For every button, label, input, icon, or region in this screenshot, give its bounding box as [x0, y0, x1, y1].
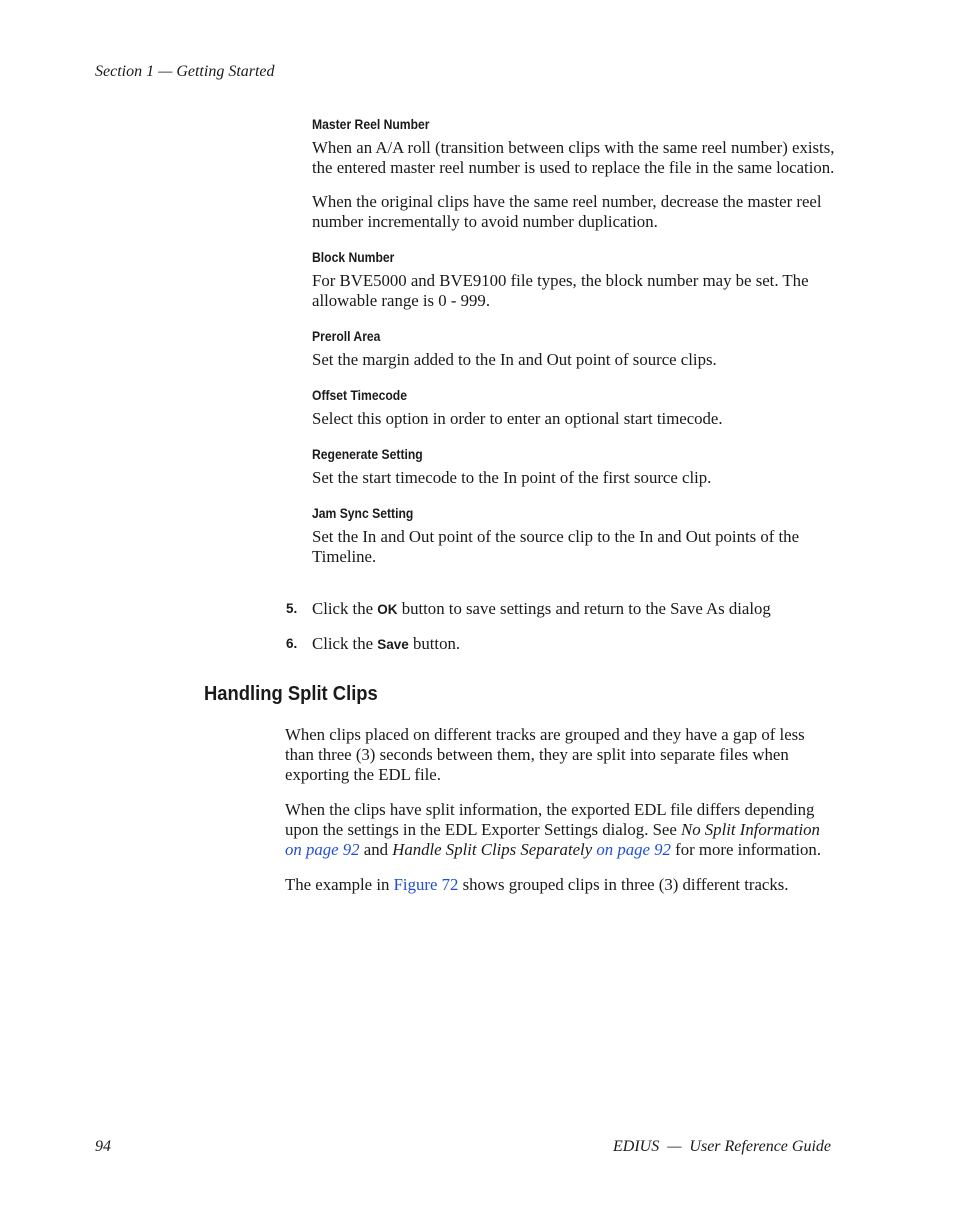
- setting-title: Offset Timecode: [312, 388, 407, 403]
- running-footer: EDIUS — User Reference Guide: [612, 1138, 831, 1155]
- setting-title: Block Number: [312, 250, 395, 265]
- cross-reference: Handle Split Clips Separately: [392, 840, 593, 859]
- setting-description: Set the start timecode to the In point of the first source clip.: [312, 468, 712, 487]
- figure-link[interactable]: Figure 72: [393, 875, 459, 894]
- page-number: 94: [95, 1138, 111, 1155]
- setting-description: When the original clips have the same reel number, decrease the master reel number incrementally to avoid number duplication.: [312, 192, 822, 231]
- setting-offset-timecode: [312, 388, 842, 429]
- cross-reference: No Split Information: [681, 820, 820, 839]
- setting-title: Jam Sync Setting: [312, 506, 414, 521]
- settings-list: [312, 117, 842, 581]
- setting-block-number: [312, 250, 842, 311]
- step-text: Click the Save button.: [312, 634, 461, 653]
- setting-title: Preroll Area: [312, 329, 381, 344]
- setting-description: For BVE5000 and BVE9100 file types, the block number may be set. The allowable range is 0 - 999.: [312, 271, 809, 310]
- setting-title: Master Reel Number: [312, 117, 430, 132]
- paragraph: When the clips have split information, the exported EDL file differs depending upon the settings in the EDL Exporter Settings dialog. See No Split Information on page 92 and Handle Split Clips Separately on page 92 for more information.: [285, 800, 822, 859]
- running-header: Section 1 — Getting Started: [95, 63, 275, 80]
- step-number: 6.: [286, 636, 298, 651]
- setting-jam-sync-setting: [312, 506, 842, 567]
- setting-regenerate-setting: [312, 447, 842, 488]
- ok-button-reference: OK: [377, 602, 398, 617]
- setting-description: Select this option in order to enter an optional start timecode.: [312, 409, 723, 428]
- step-text: Click the OK button to save settings and return to the Save As dialog: [312, 599, 771, 618]
- section-body: [285, 725, 835, 910]
- page-link[interactable]: on page 92: [285, 840, 360, 859]
- step-number: 5.: [286, 601, 298, 616]
- page-link[interactable]: on page 92: [596, 840, 671, 859]
- setting-master-reel-number: [312, 117, 842, 232]
- setting-preroll-area: [312, 329, 842, 370]
- section-heading: Handling Split Clips: [204, 683, 378, 705]
- setting-title: Regenerate Setting: [312, 447, 423, 462]
- save-button-reference: Save: [377, 637, 409, 652]
- setting-description: Set the In and Out point of the source clip to the In and Out points of the Timeline.: [312, 527, 800, 566]
- paragraph: When clips placed on different tracks are grouped and they have a gap of less than three (3) seconds between them, they are split into separate files when exporting the EDL file.: [285, 725, 805, 784]
- setting-description: When an A/A roll (transition between clips with the same reel number) exists, the entered master reel number is used to replace the file in the same location.: [312, 138, 835, 177]
- paragraph: The example in Figure 72 shows grouped clips in three (3) different tracks.: [285, 875, 789, 894]
- setting-description: Set the margin added to the In and Out point of source clips.: [312, 350, 717, 369]
